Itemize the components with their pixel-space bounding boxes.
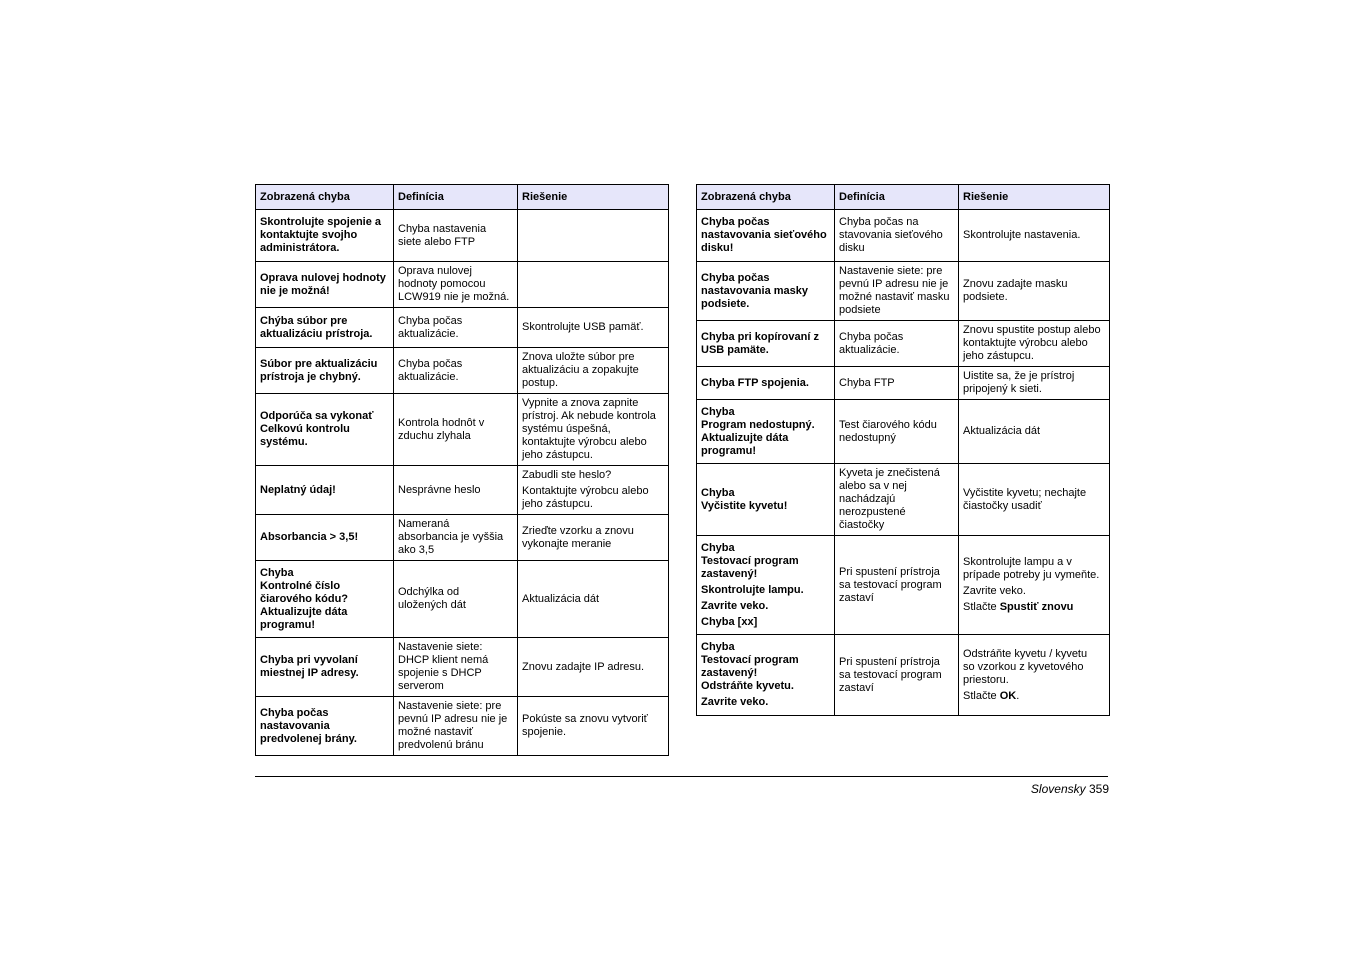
solution-cell <box>959 464 1110 536</box>
solution-text: Stlačte OK. <box>963 689 1020 702</box>
error-message-cell <box>256 262 394 308</box>
error-message-cell <box>256 308 394 348</box>
solution-cell <box>518 466 669 515</box>
definition-cell: Chyba nastavenia siete alebo FTP <box>394 210 518 262</box>
error-message-text: Chyba pri kopírovaní z USB pamäte. <box>701 330 819 356</box>
solution-text: Zabudli ste heslo? <box>522 469 612 481</box>
error-message-text: Chyba Testovací program zastavený! Odstráňte kyvetu. <box>701 641 799 692</box>
page-footer <box>1031 782 1109 796</box>
error-table-right <box>696 184 1110 716</box>
solution-text: Znovu spustite postup alebo kontaktujte výrobcu alebo jeho zástupcu. <box>963 324 1101 362</box>
table-row <box>697 635 1110 716</box>
solution-text: Zavrite veko. <box>963 585 1026 597</box>
solution-text: Znova uložte súbor pre aktualizáciu a zopakujte postup. <box>522 351 639 389</box>
definition-cell: Nastavenie siete: pre pevnú IP adresu nie je možné nastaviť masku podsiete <box>835 262 959 321</box>
solution-text: Vypnite a znova zapnite prístroj. Ak nebude kontrola systému úspešná, kontaktujte výrobcu alebo jeho zástupcu. <box>522 397 656 461</box>
error-message-text: Chyba Program nedostupný. Aktualizujte dáta programu! <box>701 405 815 457</box>
error-message-cell <box>697 210 835 262</box>
definition-cell: Nesprávne heslo <box>394 466 518 515</box>
solution-cell <box>959 321 1110 367</box>
error-message-text: Chyba FTP spojenia. <box>701 376 809 389</box>
definition-cell: Nameraná absorbancia je vyššia ako 3,5 <box>394 515 518 561</box>
solution-text: Stlačte Spustiť znovu <box>963 601 1074 613</box>
table-row <box>697 210 1110 262</box>
error-message-text: Odporúča sa vykonať Celkovú kontrolu systému. <box>260 410 374 448</box>
solution-cell <box>518 561 669 638</box>
solution-cell <box>518 308 669 348</box>
error-message-text: Skontrolujte spojenie a kontaktujte svojho administrátora. <box>260 216 382 254</box>
solution-text: Skontrolujte nastavenia. <box>963 229 1081 241</box>
error-message-text: Skontrolujte lampu. <box>701 583 804 596</box>
solution-text: Skontrolujte lampu a v prípade potreby ju vymeňte. <box>963 556 1100 581</box>
error-message-text: Chyba Vyčistite kyvetu! <box>701 486 788 512</box>
solution-cell <box>518 210 669 262</box>
table-row <box>697 400 1110 464</box>
solution-cell <box>959 262 1110 321</box>
table-row <box>256 348 669 394</box>
definition-cell: Kyveta je znečistená alebo sa v nej nachádzajú nerozpustené čiastočky <box>835 464 959 536</box>
table-row <box>256 262 669 308</box>
header-definition: Definícia <box>835 185 959 210</box>
definition-cell: Kontrola hodnôt v zduchu zlyhala <box>394 394 518 466</box>
footer-language: Slovensky <box>1030 782 1086 796</box>
table-row <box>697 262 1110 321</box>
solution-cell <box>518 348 669 394</box>
error-message-cell <box>697 635 835 716</box>
error-message-cell <box>256 210 394 262</box>
table-row <box>256 394 669 466</box>
header-error: Zobrazená chyba <box>697 185 835 210</box>
solution-cell <box>518 394 669 466</box>
header-solution: Riešenie <box>959 185 1110 210</box>
solution-cell <box>959 635 1110 716</box>
definition-cell: Chyba FTP <box>835 367 959 400</box>
solution-cell <box>959 210 1110 262</box>
solution-text: Skontrolujte USB pamäť. <box>522 321 644 333</box>
error-message-cell <box>256 515 394 561</box>
solution-cell <box>518 262 669 308</box>
solution-text: Vyčistite kyvetu; nechajte čiastočky usadiť <box>963 486 1087 512</box>
table-row <box>256 561 669 638</box>
solution-cell <box>959 367 1110 400</box>
error-message-cell <box>256 466 394 515</box>
error-message-cell <box>697 262 835 321</box>
error-message-text: Neplatný údaj! <box>260 483 336 496</box>
table-header-row <box>697 185 1110 210</box>
table-row <box>256 515 669 561</box>
error-message-cell <box>697 464 835 536</box>
error-message-text: Chyba Kontrolné číslo čiarového kódu? Aktualizujte dáta programu! <box>260 566 349 631</box>
error-message-text: Chyba počas nastavovania sieťového disku! <box>701 216 827 254</box>
solution-text: Pokúste sa znovu vytvoriť spojenie. <box>522 713 648 738</box>
error-message-text: Zavrite veko. <box>701 599 769 612</box>
solution-text: Uistite sa, že je prístroj pripojený k sieti. <box>963 370 1075 395</box>
definition-cell: Nastavenie siete: DHCP klient nemá spojenie s DHCP serverom <box>394 638 518 697</box>
error-message-cell <box>697 400 835 464</box>
solution-text: Znovu zadajte IP adresu. <box>522 660 645 673</box>
solution-text: Znovu zadajte masku podsiete. <box>963 278 1068 303</box>
definition-cell: Odchýlka od uložených dát <box>394 561 518 638</box>
solution-cell <box>959 536 1110 635</box>
definition-cell: Pri spustení prístroja sa testovací program zastaví <box>835 536 959 635</box>
error-message-cell <box>697 367 835 400</box>
header-error: Zobrazená chyba <box>256 185 394 210</box>
error-message-text: Súbor pre aktualizáciu prístroja je chybný. <box>260 357 378 383</box>
error-message-cell <box>697 321 835 367</box>
solution-text: Zrieďte vzorku a znovu vykonajte meranie <box>522 524 634 550</box>
table-row <box>697 367 1110 400</box>
solution-cell <box>518 697 669 756</box>
definition-cell: Chyba počas aktualizácie. <box>394 348 518 394</box>
definition-cell: Test čiarového kódu nedostupný <box>835 400 959 464</box>
definition-cell: Chyba počas aktualizácie. <box>835 321 959 367</box>
error-message-text: Chyba [xx] <box>701 615 758 628</box>
solution-text: Aktualizácia dát <box>522 592 600 605</box>
footer-rule <box>255 776 1108 777</box>
solution-text: Kontaktujte výrobcu alebo jeho zástupcu. <box>522 485 649 510</box>
definition-cell: Nastavenie siete: pre pevnú IP adresu nie je možné nastaviť predvolenú bránu <box>394 697 518 756</box>
table-row <box>697 321 1110 367</box>
error-table-left <box>255 184 669 756</box>
table-row <box>256 638 669 697</box>
solution-cell <box>518 515 669 561</box>
error-message-text: Chyba Testovací program zastavený! <box>701 541 799 580</box>
error-message-text: Oprava nulovej hodnoty nie je možná! <box>260 271 386 297</box>
table-row <box>256 466 669 515</box>
error-message-cell <box>256 697 394 756</box>
error-message-text: Absorbancia > 3,5! <box>260 531 359 543</box>
header-solution: Riešenie <box>518 185 669 210</box>
solution-text: Aktualizácia dát <box>963 425 1041 437</box>
table-row <box>256 308 669 348</box>
error-message-text: Chýba súbor pre aktualizáciu prístroja. <box>260 314 373 340</box>
error-message-text: Chyba počas nastavovania masky podsiete. <box>701 271 809 310</box>
solution-cell <box>959 400 1110 464</box>
header-definition: Definícia <box>394 185 518 210</box>
solution-text: Odstráňte kyvetu / kyvetu so vzorkou z kyvetového priestoru. <box>963 647 1088 686</box>
table-row <box>256 210 669 262</box>
page-number: 359 <box>1088 782 1109 796</box>
definition-cell: Chyba počas na stavovania sieťového disku <box>835 210 959 262</box>
error-message-cell <box>256 348 394 394</box>
table-row <box>256 697 669 756</box>
solution-cell <box>518 638 669 697</box>
error-message-cell <box>256 394 394 466</box>
error-message-text: Zavrite veko. <box>701 696 769 708</box>
error-message-cell <box>697 536 835 635</box>
table-row <box>697 464 1110 536</box>
error-message-cell <box>256 638 394 697</box>
definition-cell: Chyba počas aktualizácie. <box>394 308 518 348</box>
definition-cell: Oprava nulovej hodnoty pomocou LCW919 nie je možná. <box>394 262 518 308</box>
error-message-cell <box>256 561 394 638</box>
error-message-text: Chyba počas nastavovania predvolenej brány. <box>260 706 357 745</box>
error-message-text: Chyba pri vyvolaní miestnej IP adresy. <box>260 654 359 679</box>
table-row <box>697 536 1110 635</box>
table-header-row <box>256 185 669 210</box>
definition-cell: Pri spustení prístroja sa testovací program zastaví <box>835 635 959 716</box>
